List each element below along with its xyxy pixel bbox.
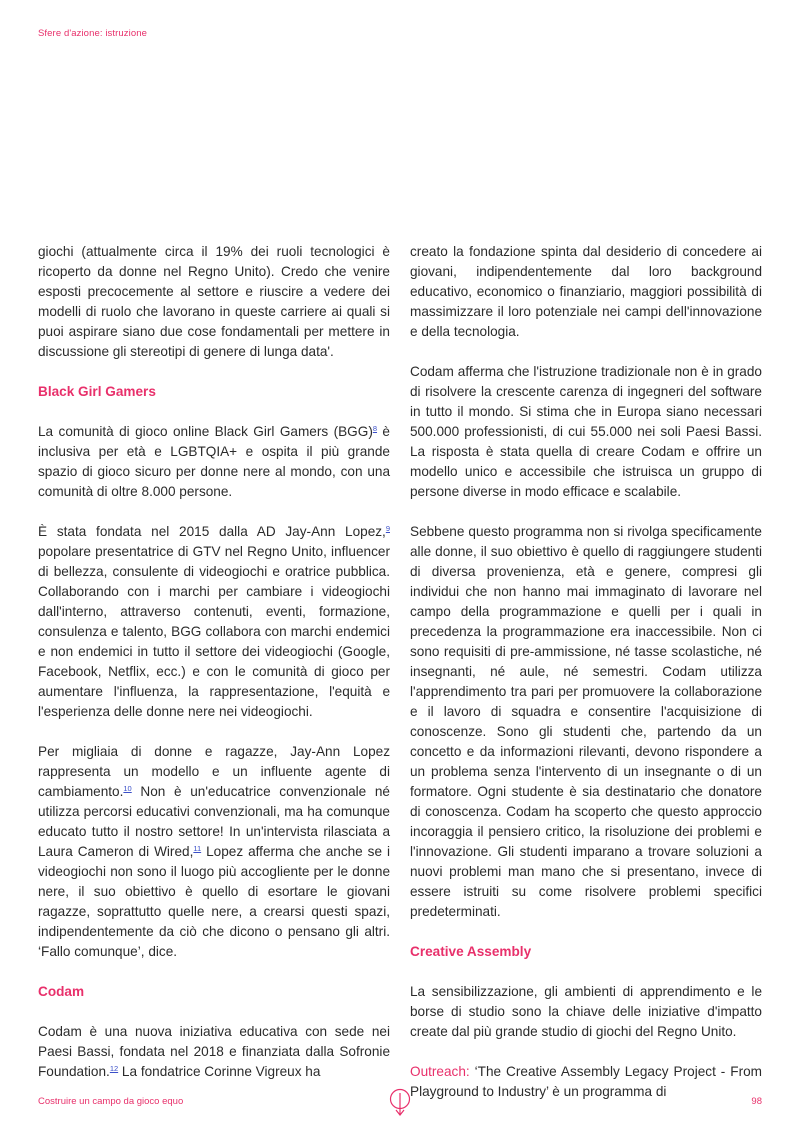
- section-heading-codam: Codam: [38, 984, 85, 999]
- paragraph: [38, 742, 390, 962]
- paragraph-text: La comunità di gioco online Black Girl Gamers (BGG): [38, 424, 373, 439]
- paragraph: [38, 422, 390, 502]
- paragraph: [410, 242, 762, 342]
- right-column: [410, 242, 762, 1122]
- paragraph-text: È stata fondata nel 2015 dalla AD Jay-Ann Lopez,: [38, 524, 386, 539]
- paragraph-text: Lopez afferma che anche se i videogiochi non sono il luogo più accogliente per le donne nere, il suo obiettivo è quello di esortare le giovani ragazze, soprattutto quelle nere, a crearsi questi spazi, indipendentemente da ciò che dicono o pensano gli altri. ‘Fallo comunque’, dice.: [38, 844, 390, 959]
- section-heading-black-girl-gamers: Black Girl Gamers: [38, 384, 156, 399]
- paragraph-text: La sensibilizzazione, gli ambienti di apprendimento e le borse di studio sono la chiave delle iniziative d'impatto create dal più grande studio di giochi del Regno Unito.: [410, 984, 762, 1039]
- paragraph: [38, 1022, 390, 1082]
- paragraph-text: creato la fondazione spinta dal desiderio di concedere ai giovani, indipendentemente dal loro background educativo, economico o finanziario, maggiori possibilità di massimizzare il loro potenziale nei campi dell'innovazione e della tecnologia.: [410, 244, 762, 339]
- section-heading-creative-assembly: Creative Assembly: [410, 944, 532, 959]
- paragraph-text: Codam è una nuova iniziativa educativa con sede nei Paesi Bassi, fondata nel 2018 e finanziata dalla Sofronie Foundation.: [38, 1024, 390, 1079]
- paragraph: [410, 1062, 762, 1102]
- paragraph: [38, 522, 390, 722]
- paragraph-text: Sebbene questo programma non si rivolga specificamente alle donne, il suo obiettivo è quello di raggiungere studenti di diversa provenienza, età e genere, compresi gli individui che non hanno mai immaginato di lavorare nel campo della programmazione e quelli per i quali in precedenza la programmazione era inaccessibile. Non ci sono requisiti di pre-ammissione, né tasse scolastiche, né insegnanti, né aule, né semestri. Codam utilizza l'apprendimento tra pari per promuovere la collaborazione e il lavoro di squadra e consentire l'acquisizione di conoscenze. Sono gli studenti che, partendo da un concetto e da informazioni rilevanti, devono rispondere a un problema senza l'intervento di un insegnante o di un formatore. Ogni studente è sia destinatario che donatore di conoscenza. Codam ha scoperto che questo approccio incoraggia il pensiero critico, la risoluzione dei problemi e l'innovazione. Gli studenti imparano a trovare soluzioni a nuovi problemi man mano che si presentano, invece di essere istruiti su come risolvere problemi specifici predeterminati.: [410, 524, 762, 919]
- footnote-link-12[interactable]: 12: [109, 1064, 119, 1073]
- footnote-link-11[interactable]: 11: [193, 844, 202, 853]
- paragraph-text: popolare presentatrice di GTV nel Regno Unito, influencer di bellezza, consulente di videogiochi e oratrice pubblica. Collaborando con i marchi per cambiare i videogiochi dall'interno, attraverso contenuti, eventi, formazione, consulenza e talento, BGG collabora con marchi endemici e non endemici in tutto il settore dei videogiochi (Google, Facebook, Netflix, ecc.) e con le comunità di gioco per aumentare l'influenza, la rappresentazione, l'equità e l'esperienza delle donne nere nei videogiochi.: [38, 544, 390, 719]
- outreach-label: Outreach:: [410, 1064, 470, 1079]
- footnote-link-8[interactable]: 8: [372, 424, 378, 433]
- paragraph-text: Non è un'educatrice convenzionale né utilizza percorsi educativi convenzionali, ma ha comunque educato tutto il nostro settore! In un'intervista rilasciata a Laura Cameron di Wired,: [38, 784, 390, 859]
- paragraph: [410, 362, 762, 502]
- paragraph-text: ‘The Creative Assembly Legacy Project - From Playground to Industry’ è un programma di: [410, 1064, 762, 1099]
- pin-arrow-icon: [389, 1088, 411, 1118]
- paragraph-text: La fondatrice Corinne Vigreux ha: [118, 1064, 321, 1079]
- paragraph-text: giochi (attualmente circa il 19% dei ruoli tecnologici è ricoperto da donne nel Regno Unito). Credo che venire esposti precocemente al settore e riuscire a vedere dei modelli di ruolo che lavorano in queste carriere ai quali si puoi aspirare siano due cose fondamentali per mettere in discussione gli stereotipi di genere di lunga data'.: [38, 244, 390, 359]
- paragraph: [38, 242, 390, 362]
- page-number: 98: [751, 1096, 762, 1107]
- footnote-link-10[interactable]: 10: [123, 784, 132, 793]
- footnote-link-9[interactable]: 9: [385, 524, 390, 533]
- left-column: [38, 242, 390, 1102]
- paragraph-text: Per migliaia di donne e ragazze, Jay-Ann Lopez rappresenta un modello e un influente agente di cambiamento.: [38, 744, 390, 799]
- running-header: Sfere d'azione: istruzione: [38, 28, 147, 39]
- footer-title: Costruire un campo da gioco equo: [38, 1096, 184, 1107]
- paragraph-text: Codam afferma che l'istruzione tradizionale non è in grado di risolvere la crescente carenza di ingegneri del software in tutto il mondo. Si stima che in Europa siano necessari 500.000 professionisti, di cui 55.000 nei soli Paesi Bassi. La risposta è stata quella di creare Codam e offrire un modello unico e accessibile che istruisca un gruppo di persone diverse in modo efficace e scalabile.: [410, 364, 762, 499]
- paragraph: [410, 982, 762, 1042]
- paragraph-text: è inclusiva per età e LGBTQIA+ e ospita il più grande spazio di gioco sicuro per donne nere al mondo, con una comunità di oltre 8.000 persone.: [38, 424, 390, 499]
- paragraph: [410, 522, 762, 922]
